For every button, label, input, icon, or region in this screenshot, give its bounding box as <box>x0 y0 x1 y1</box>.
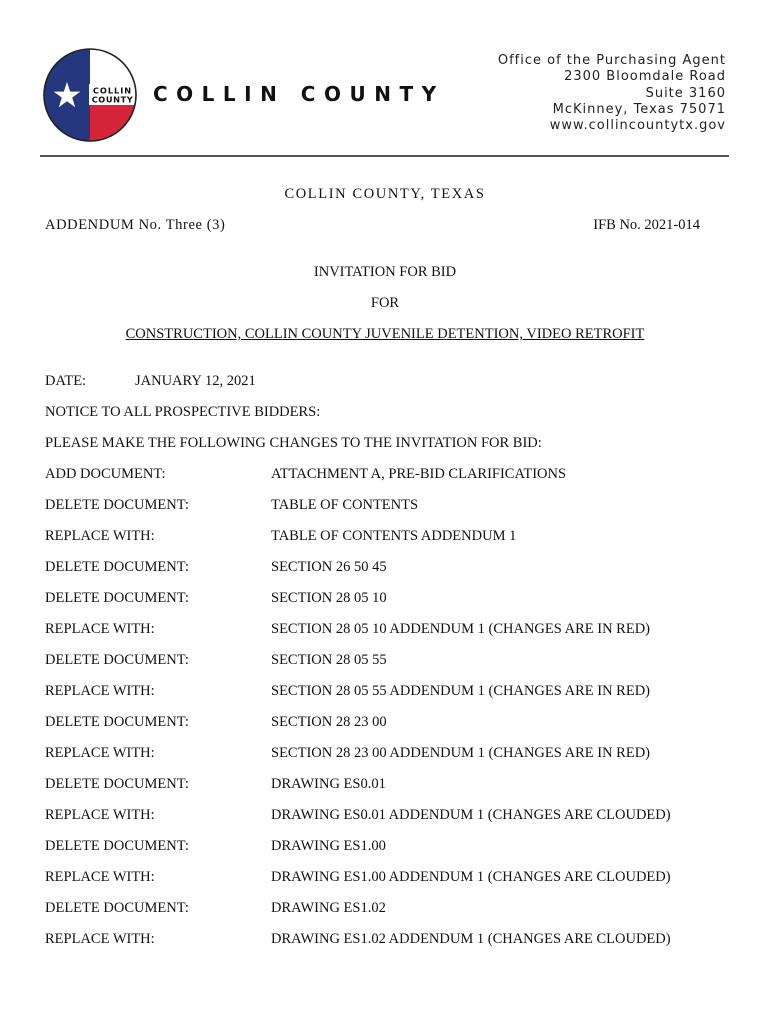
change-document: TABLE OF CONTENTS ADDENDUM 1 <box>271 528 517 544</box>
change-document: ATTACHMENT A, PRE-BID CLARIFICATIONS <box>271 466 567 482</box>
collin-county-logo <box>42 45 138 145</box>
change-document: DRAWING ES1.00 <box>271 838 386 854</box>
change-action: REPLACE WITH: <box>45 745 155 761</box>
address-line-suite: Suite 3160 <box>645 85 726 101</box>
change-document: DRAWING ES1.02 <box>271 900 386 916</box>
invitation-heading: INVITATION FOR BID <box>313 264 457 280</box>
change-action: DELETE DOCUMENT: <box>45 776 189 792</box>
date-label: DATE: <box>45 373 87 389</box>
header-divider <box>40 155 729 157</box>
change-document: SECTION 28 23 00 <box>271 714 387 730</box>
change-document: SECTION 28 05 10 ADDENDUM 1 (CHANGES ARE IN RED) <box>271 621 651 637</box>
change-document: SECTION 28 05 55 <box>271 652 387 668</box>
change-document: DRAWING ES1.02 ADDENDUM 1 (CHANGES ARE CLOUDED) <box>271 931 671 947</box>
change-action: REPLACE WITH: <box>45 621 155 637</box>
logo-text-line2: COUNTY <box>91 94 134 105</box>
change-document: DRAWING ES0.01 ADDENDUM 1 (CHANGES ARE CLOUDED) <box>271 807 671 823</box>
addendum-number: ADDENDUM No. Three (3) <box>45 217 226 233</box>
change-document: SECTION 28 05 10 <box>271 590 387 606</box>
change-action: DELETE DOCUMENT: <box>45 590 189 606</box>
change-document: TABLE OF CONTENTS <box>271 497 419 513</box>
change-action: REPLACE WITH: <box>45 931 155 947</box>
change-document: SECTION 28 23 00 ADDENDUM 1 (CHANGES ARE IN RED) <box>271 745 651 761</box>
change-document: DRAWING ES0.01 <box>271 776 386 792</box>
change-document: DRAWING ES1.00 ADDENDUM 1 (CHANGES ARE CLOUDED) <box>271 869 671 885</box>
change-action: REPLACE WITH: <box>45 807 155 823</box>
change-action: REPLACE WITH: <box>45 683 155 699</box>
address-line-website: www.collincountytx.gov <box>549 118 726 134</box>
change-action: ADD DOCUMENT: <box>45 466 166 482</box>
project-title: CONSTRUCTION, COLLIN COUNTY JUVENILE DETENTION, VIDEO RETROFIT <box>125 326 645 342</box>
office-address <box>498 53 726 134</box>
change-instruction: PLEASE MAKE THE FOLLOWING CHANGES TO THE INVITATION FOR BID: <box>45 435 542 451</box>
ifb-number: IFB No. 2021-014 <box>593 217 700 233</box>
address-line-office: Office of the Purchasing Agent <box>497 53 726 68</box>
logo-text-line1: COLLIN <box>92 85 133 96</box>
change-action: REPLACE WITH: <box>45 528 155 544</box>
brand-name: COLLIN COUNTY <box>153 82 445 106</box>
change-document: SECTION 26 50 45 <box>271 559 387 575</box>
change-action: DELETE DOCUMENT: <box>45 652 189 668</box>
address-line-city: McKinney, Texas 75071 <box>552 101 726 117</box>
change-action: DELETE DOCUMENT: <box>45 900 189 916</box>
date-value: JANUARY 12, 2021 <box>135 373 256 389</box>
county-state-title: COLLIN COUNTY, TEXAS <box>284 186 486 202</box>
change-action: DELETE DOCUMENT: <box>45 559 189 575</box>
notice-to-bidders: NOTICE TO ALL PROSPECTIVE BIDDERS: <box>45 404 321 420</box>
change-action: DELETE DOCUMENT: <box>45 714 189 730</box>
for-heading: FOR <box>370 295 400 311</box>
address-line-street: 2300 Bloomdale Road <box>564 69 726 85</box>
change-document: SECTION 28 05 55 ADDENDUM 1 (CHANGES ARE IN RED) <box>271 683 651 699</box>
change-action: REPLACE WITH: <box>45 869 155 885</box>
change-action: DELETE DOCUMENT: <box>45 838 189 854</box>
change-action: DELETE DOCUMENT: <box>45 497 189 513</box>
